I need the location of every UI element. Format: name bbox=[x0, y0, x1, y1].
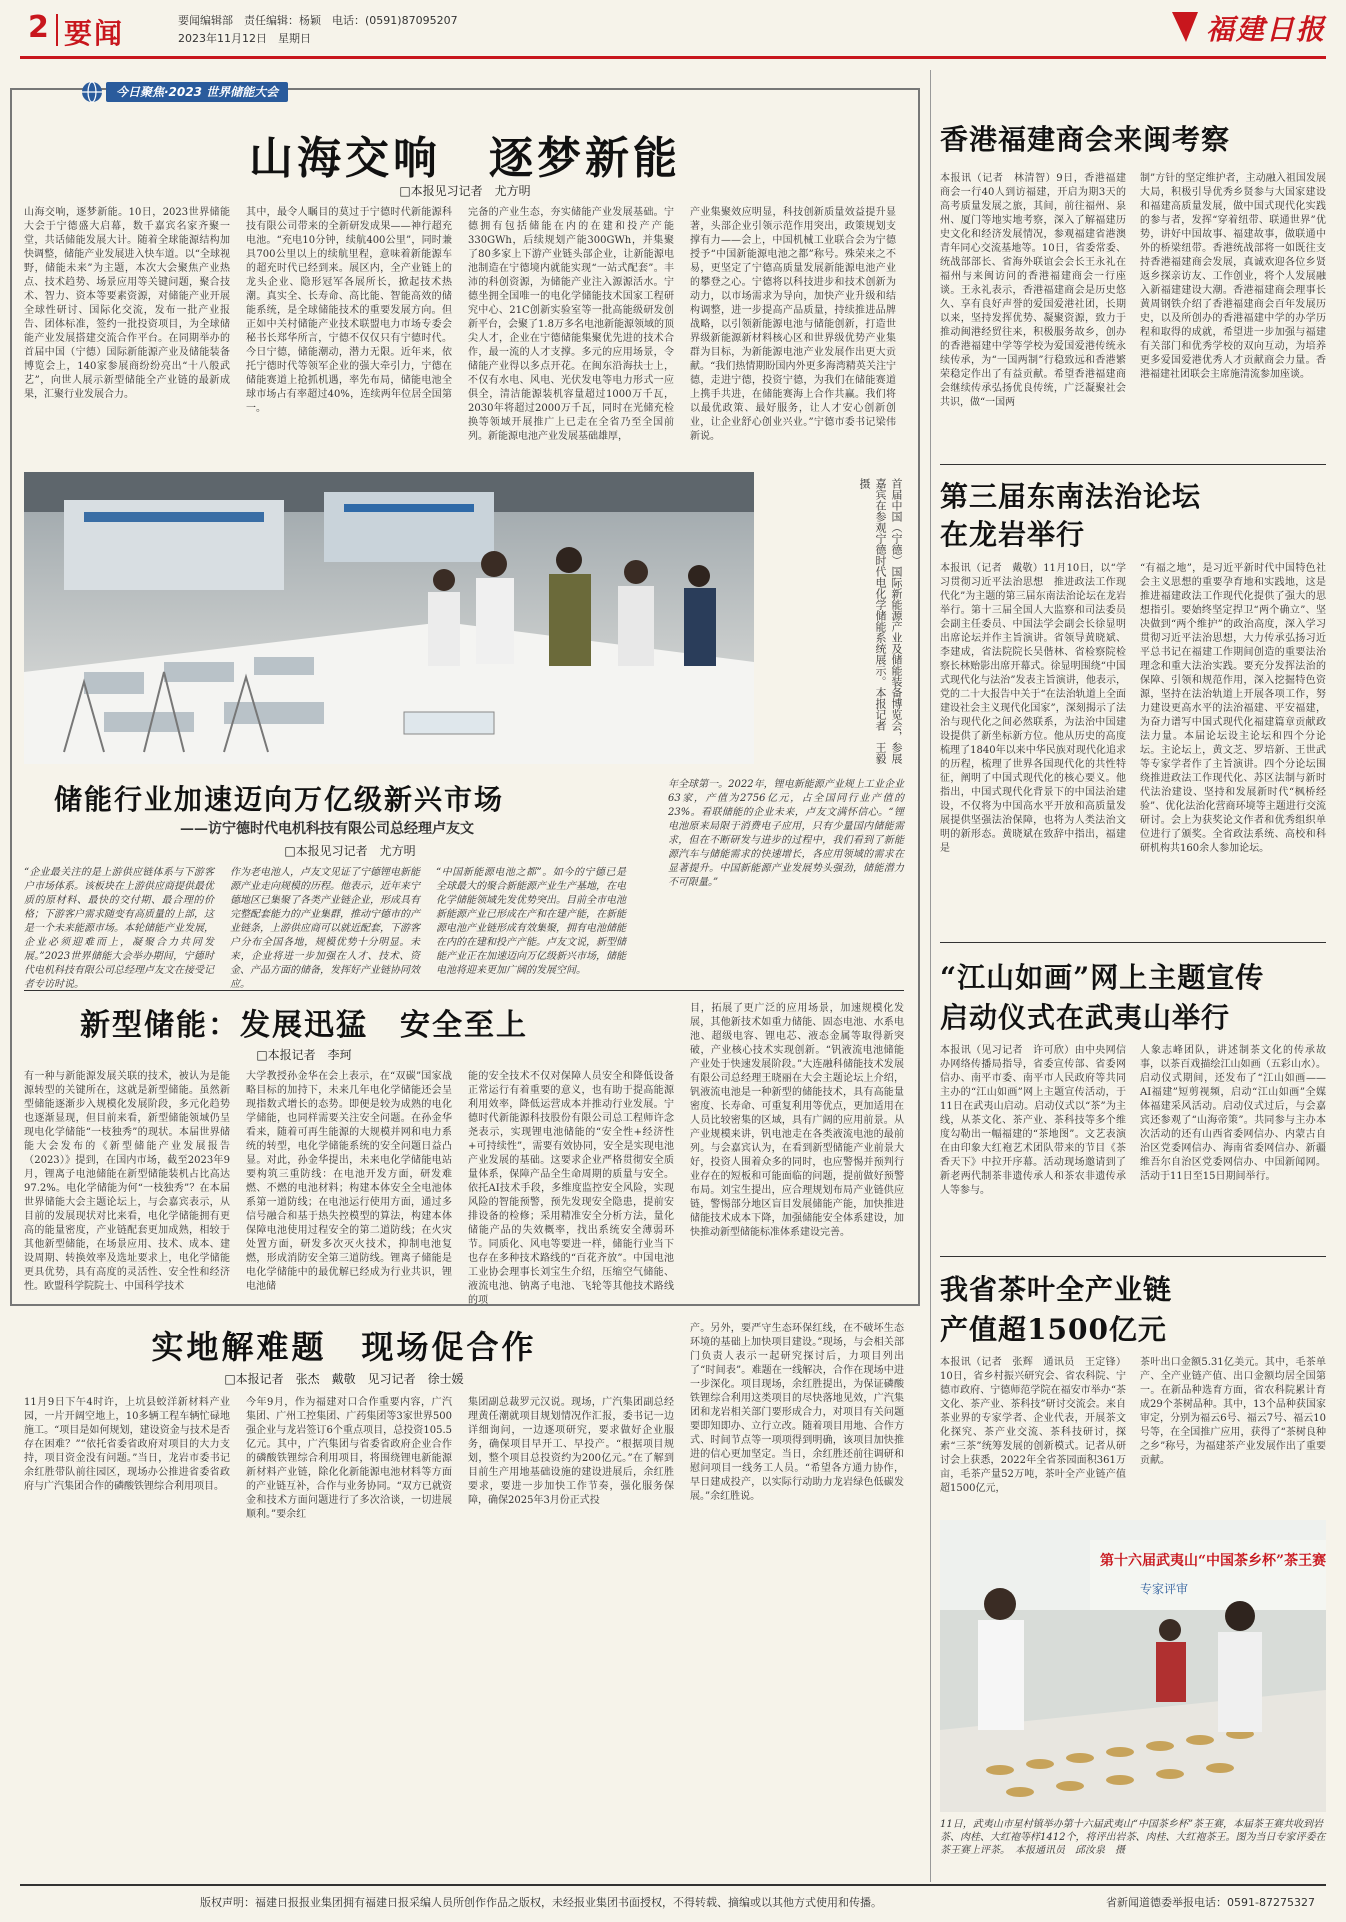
storage-col-2: 大学教授孙金华在会上表示，在“双碳”国家战略目标的加持下，未来几年电化学储能还会呈现指数式增长的态势。即便是较为成熟的电化学储能，也同样需要关注安全问题。在孙金华看来，随着可再生能源的大规模并网和电力系统的转型，电化学储能系统的安全问题日益凸显。对此，孙金华提出，未来电化学储能电站要构筑三重防线：在电池开发方面，研发难燃、不燃的电池材料；构建本体安全全电池体系第一道防线；在电池运行使用方面，通过多信号融合和基于热失控模型的算法，构建本体保障电池使用过程安全的第二道防线；在火灾处置方面，研发多次灭火技术，抑制电池复燃，形成消防安全第三道防线。锂离子储能是电化学储能中的最优解已经成为行业共识，锂电池储 bbox=[246, 1071, 452, 1292]
main-col-3: 完备的产业生态，夯实储能产业发展基础。宁德拥有包括储能在内的在建和投产产能330GWh，后续规划产能300GWh，并集聚了80多家上下游产业链头部企业，让新能源电池制造在宁德境内就能实现“一站式配套”。丰沛的科创资源，为储能产业注入源源活水。宁德坐拥全国唯一的电化学储能技术国家工程研究中心、21C创新实验室等一批高能级研发创新平台，会聚了1.8万多名电池新能源领域的顶尖人才，企业在宁德储能集聚优先进的技术合作，最一流的人才支撑。多元的应用场景，令储能产业得以多点开花。在闽东沿海扶士上，不仅有水电、风电、光伏发电等电力形式一应俱全，清洁能源装机容量超过1000万千瓦，2030年将超过2000万千瓦，同时在光储充检换等领域开展推广上已走在全省乃至全国前列。新能源电池产业发展基础雄厚， bbox=[468, 207, 674, 442]
masthead-rule bbox=[20, 56, 1326, 59]
main-byline: □本报见习记者 尤方明 bbox=[399, 184, 531, 198]
storage-col-3: 能的安全技术不仅对保障人员安全和降低设备正常运行有着重要的意义，也有助于提高能源利用效率，降低运营成本并推动行业发展。宁德时代新能源科技股份有限公司总工程师许念尧表示，实现锂电池储能的“安全性+经济性+可持续性”，需要有效协同，安全是实现电池产业发展的基础。这要求企业严格贯彻安全质量体系，保障产品全生命周期的质量与安全。依托AI技术手段，多维度监控安全风险，实现风险的智能预警，预先发现安全隐患，提前安排设备的检修；采用精准安全分析方法，量化储能产品的失效概率，找出系统安全薄弱环节。同质化、风电等要进一样，储能行业当下也存在多种技术路线的“百花齐放”。中国电池工业协会理事长刘宝生介绍，压缩空气储能、液流电池、钠离子电池、飞轮等其他技术路线的项 bbox=[468, 1071, 674, 1306]
hk-headline: 香港福建商会来闽考察 bbox=[940, 123, 1231, 156]
page-number-divider bbox=[56, 14, 58, 46]
interview-col-1: “企业最关注的是上游供应链体系与下游客户市场体系。该板块在上游供应商提供最优质的原材料、最快的交付期、最合理的价格；下游客户需求随变有高质量的上部，这是一个未来能源市场。本轮储能产业发展，企业必须迎难而上，凝聚合力共同发展。”2023世界储能大会举办期间，宁德时代电机科技有限公司总经理卢友文在接受记者专访时说。 bbox=[24, 867, 214, 990]
site-headline: 实地解难题 现场促合作 bbox=[151, 1328, 537, 1366]
site-byline: □本报记者 张杰 戴敬 见习记者 徐士媛 bbox=[224, 1372, 464, 1386]
column-divider bbox=[930, 70, 931, 1882]
interview-headline: 储能行业加速迈向万亿级新兴市场 bbox=[54, 783, 505, 816]
site-col-2: 今年9月，作为福建对口合作重要内容，广汽集团、广州工控集团、广药集团等3家世界500强企业与龙岩签订6个重点项目，总投资105.5亿元。其中，广汽集团与省委省政府企业合作的磷酸铁锂综合利用项目，将围绕锂电新能源新材料产业链，除化化新能源电池材料等方面的产业链互补，合作与业务协同。“双方已就资金和技术方面问题进行了多次洽谈，一切进展顺利。”要余红 bbox=[246, 1397, 452, 1520]
storage-col-4: 目，拓展了更广泛的应用场景，加速规模化发展，其他新技术如重力储能、固态电池、水系电池、超级电容、锂电芯、液态金属等取得新突破，产业核心技术实现创新。“钒液流电池储能产业处于快速发展阶段。”大连融科储能技术发展有限公司总经理王晓丽在大会主题论坛上介绍，钒液流电池是一种新型的储能技术，具有高能量密度、长寿命、可重复利用等优点，更加适用在人员比较密集的区域，具有广阔的应用前景。从产业规模来讲，钒电池走在各类液流电池的最前列。与会嘉宾认为，在看到新型储能产业前景大好，投资人围着众多的同时，也应警惕并预判行业存在的短板和可能面临的问题，提前做好预警布局。刘宝生提出，应合理规划布局产业链供应链，警惕部分地区盲目发展储能产能，加快推进储能技术成本下降，加强储能安全体系建设，加快推动新型储能标准体系建设完善。 bbox=[690, 1003, 904, 1238]
right-divider-2 bbox=[940, 942, 1326, 943]
tea-judging-photo bbox=[940, 1520, 1326, 1812]
tea-photo-caption: 11日，武夷山市星村镇举办第十六届武夷山“中国茶乡杯”茶王赛，本届茶王赛共收到岩茶、肉桂、大红袍等样1412个，将评出岩茶、肉桂、大红袍茶王。图为当日专家评委在茶王赛上评茶。 本报通讯员 邱汝泉 摄 bbox=[940, 1819, 1326, 1856]
ethics-hotline: 省新闻道德委举报电话：0591-87275327 bbox=[1106, 1896, 1315, 1909]
tea-col-1: 本报讯（记者 张辉 通讯员 王定锋）10日，省乡村振兴研究会、省农科院、宁德市政府、宁德师范学院在福安市举办“茶文化、茶产业、茶科技”研讨交流会。来自茶业界的专家学者、企业代表，开展茶文化探究、茶产业交流、茶科技研讨，探索“三茶”统筹发展的创新模式。记者从研讨会上获悉，2022年全省茶园面积361万亩，毛茶产量52万吨，茶叶全产业链产值超1500亿元， bbox=[940, 1357, 1126, 1494]
interview-col-4: 年全球第一。2022年，锂电新能源产业规上工业企业63家，产值为2756亿元，占全国同行业产值的23%。看联储能的企业未来，卢友文满怀信心。“锂电池原来局限于消费电子应用，只有少量国内储能需求，但在不断研发与进步的过程中，我们看到了新能源汽车与储能需求的快速增长，各应用领域的需求在显著提升。中国新能源产业发展势头强劲，储能潜力不可限量。” bbox=[668, 779, 904, 888]
wuyi-col-2: 人象志峰团队，讲述制茶文化的传承故事，以茶百戏描绘江山如画（五彩山水）。启动仪式期间，还发布了“江山如画——AI福建”短剪视频，启动“江山如画”全媒体福建采风活动。启动仪式过后，与会嘉宾还参观了“山海帝策”。共同参与主办本次活动的还有山西省委网信办、内蒙古自治区党委网信办、海南省委网信办、新疆维吾尔自治区党委网信办、中国新闻网。活动于11日至15日期间举行。 bbox=[1140, 1045, 1326, 1182]
main-headline: 山海交响 逐梦新能 bbox=[249, 133, 681, 184]
section-name: 要闻 bbox=[64, 17, 125, 50]
hk-col-1: 本报讯（记者 林清智）9日，香港福建商会一行40人到访福建，开启为期3天的高考质量发展之旅，其间，前往福州、泉州、厦门等地实地考察，深入了解福建历史文化和经济发展情况，参观福建省港澳青年同心交流基地等。10日，省委常委、统战部部长、省海外联谊会会长王永礼在福州与来闽访问的香港福建商会一行座谈。王永礼表示，香港福建商会是历史悠久、享有良好声誉的爱国爱港社团，长期以来，坚持发挥优势、凝聚资源，致力于推动闽港经贸往来，积极服务故乡，创办的香港福建中学等学校为爱国爱港传统永续传承，为“一国两制”行稳致远和香港繁荣稳定作出了有益贡献。希望香港福建商会继续传承弘扬优良传统，广泛凝聚社会共识，做“一国两 bbox=[940, 173, 1126, 408]
law-headline: 第三届东南法治论坛在龙岩举行 bbox=[940, 480, 1202, 551]
site-col-1: 11月9日下午4时许，上坑县蛟洋新材料产业园，一片开阔空地上，10多辆工程车辆忙碌地施工。“项目是如何规划，建设资金与技术是否存在困难？”“依托省委省政府对项目的大力支持，项目资金没有问题。”当日，龙岩市委书记余红胜带队前往园区，现场办公推进省委省政府与广汽集团合作的磷酸铁锂综合利用项目。 bbox=[24, 1397, 230, 1492]
main-col-4: 产业集聚效应明显，科技创新质量效益提升显著，头部企业引领示范作用突出，政策规划支撑有力——会上，中国机械工业联合会为宁德授予“中国新能源电池之都”称号。殊荣来之不易，更坚定了宁德高质量发展新能源电池产业的攀登之心。宁德将以科技进步和技术创新为动力，以市场需求为导向，加快产业升级和结构调整，进一步提高产品质量，持续推进品牌战略，以引领新能源电池与储能创新，打造世界级新能源新材料核心区和世界级优势产业集群为目标，为新能源电池产业发展作出更大贡献。“我们热情期盼国内外更多海湾精英关注宁德，走进宁德，投资宁德，为我们在储能赛道上携手共进，在储能赛海上合作共赢。我们将以最优政策、最好服务，让人才安心创新创业，让企业舒心创业兴业。”宁德市委书记梁伟新说。 bbox=[690, 207, 896, 442]
law-col-2: “有福之地”，是习近平新时代中国特色社会主义思想的重要孕育地和实践地，这是推进福建政法工作现代化提供了强大的思想指引。要始终坚定捍卫“两个确立”、坚决做到“两个维护”的政治高度，深入学习贯彻习近平法治思想，大力传承弘扬习近平总书记在福建工作期间创造的重要法治理念和重大法治实践。要充分发挥法治的保障、引领和规范作用，深入挖掘特色资源，坚持在法治轨道上开展各项工作，努力建设更高水平的法治福建、平安福建，为奋力谱写中国式现代化福建篇章贡献政法力量。本届论坛设主论坛和四个分论坛。主论坛上，黄文芝、罗培新、王世武等专家学者作了主旨演讲。四个分论坛围绕推进政法工作现代化、苏区法制与新时代法治建设、坚持和发展新时代“枫桥经验”、优化法治化营商环境等主题进行交流研讨。会上为获奖论文作者和优秀组织单位进行了颁奖。全省政法系统、高校和科研机构共160余人参加论坛。 bbox=[1140, 563, 1326, 854]
footer-rule bbox=[20, 1884, 1326, 1886]
site-col-4: 产。另外，要严守生态环保红线，在不破坏生态环境的基础上加快项目建设。”现场，与会相关部门负责人表示一起研究探讨后，力项目列出了“时间表”。难题在一线解决，合作在现场中进一步深化。项目现场，余红胜提出，为保证磷酸铁锂综合利用这类项目的尽快落地见效，广汽集团和龙岩相关部门要形成合力，对项目有关问题要即知即办、立行立改。随着项目用地、合作方式、时间节点等一项项得到明确，该项目加快推进的信心更加坚定。当日，余红胜还前往调研和慰问项目一线务工人员。“希望各方通力协作，早日建成投产，以实际行动助力龙岩绿色低碳发展。”余红胜说。 bbox=[690, 1323, 904, 1502]
editors-line: 要闻编辑部 责任编辑：杨颖 电话：(0591)87095207 bbox=[178, 14, 458, 27]
tea-headline-line1: 我省茶叶全产业链 bbox=[940, 1273, 1173, 1306]
tea-photo-banner: 第十六届武夷山“中国茶乡杯”茶王赛 bbox=[1100, 1553, 1327, 1569]
interview-byline: □本报见习记者 尤方明 bbox=[284, 844, 416, 858]
expo-photo bbox=[24, 472, 754, 764]
newspaper-logo: 福建日报 bbox=[1206, 13, 1327, 46]
masthead bbox=[0, 0, 1346, 62]
hk-col-2: 制”方针的坚定维护者，主动融入祖国发展大局，积极引导优秀乡贤参与大国家建设和福建高质量发展，做中国式现代化实践的参与者，发挥“穿着纽带、联通世界”优势，讲好中国故事、福建故事，做联通中外的桥梁纽带。香港统战部将一如既往支持香港福建商会发展，真诚欢迎各位乡贤返乡探亲访友、工作创业，将个人发展融入新福建建设大潮。香港福建商会理事长黄周钢铁介绍了香港福建商会百年发展历史，以及所创办的香港福建中学的办学历程和取得的成就，希望进一步加强与福建有关部门和优秀学校的双向互动，为培养更多爱国爱港优秀人才贡献商会力量。香港福建社团联会主席施清流参加座谈。 bbox=[1140, 173, 1326, 380]
banner-globe-icon bbox=[80, 80, 104, 104]
page-number: 2 bbox=[28, 10, 49, 45]
site-col-3: 集团副总裁罗元汉说。现场，广汽集团副总经理黄任潮就项目规划情况作汇报，委书记一边详细询问，一边逐项研究，要求做好企业服务，确保项目早开工、早投产。“根据项目规划，整个项目总投资约为200亿元。”在了解到目前生产用地基础设施的建设进展后，余红胜要求，要进一步加快工作节奏，强化服务保障，确保2025年3月份正式投 bbox=[468, 1397, 674, 1506]
storage-headline: 新型储能：发展迅猛 安全至上 bbox=[80, 1008, 528, 1043]
wuyi-col-1: 本报讯（见习记者 许可欣）由中央网信办网络传播局指导，省委宣传部、省委网信办、南平市委、南平市人民政府等共同主办的“江山如画”网上主题宣传活动，于11日在武夷山启动。启动仪式以“茶”为主线，从茶文化、茶产业、茶科技等多个维度勾勒出一幅福建的“茶地图”。文艺表演在由印象大红袍艺术团队带来的节目《茶香天下》中拉开序幕。活动现场邀请到了新老两代制茶非遗传承人和茶农非遗传承人等参与。 bbox=[940, 1045, 1126, 1196]
logo-mark-icon bbox=[1170, 8, 1200, 44]
storage-byline: □本报记者 李珂 bbox=[256, 1048, 352, 1062]
banner bbox=[80, 80, 330, 104]
copyright-notice: 版权声明：福建日报报业集团拥有福建日报采编人员所创作作品之版权，未经报业集团书面授权，不得转载、摘编或以其他方式使用和传播。 bbox=[200, 1896, 882, 1909]
law-col-1: 本报讯（记者 戴敬）11月10日，以“学习贯彻习近平法治思想 推进政法工作现代化”为主题的第三届东南法治论坛在龙岩举行。第十三届全国人大监察和司法委员会副主任委员、中国法学会副会长徐显明出席论坛并作主旨演讲。省领导黄晓斌、李建成，省法院院长吴偕林、省检察院检察长林贻影出席开幕式。徐显明围绕“中国式现代化与法治”发表主旨演讲，他表示，党的二十大报告中关于“在法治轨道上全面建设社会主义现代化国家”，深刻揭示了法治与现代化之间必然联系，为法治中国建设提供了新坐标新方位。他从历史的高度梳理了1840年以来中华民族对现代化追求的历程，梳理了世界各国现代化的共性特征，阐明了中国式现代化的核心要义。他指出，中国式现代化背景下的中国法治建设，不仅将为中国高水平开放和高质量发展提供坚强法治保障，也将为人类法治文明的新形态。黄晓斌在致辞中指出，福建是 bbox=[940, 563, 1126, 854]
right-divider-1 bbox=[940, 464, 1326, 465]
tea-photo-banner-2: 专家评审 bbox=[1140, 1582, 1189, 1596]
interview-col-2: 作为老电池人，卢友文见证了宁德锂电新能源产业走向规模的历程。他表示，近年来宁德地区已集聚了各类产业链企业，形成具有完整配套能力的产业集群，推动宁德市的产业链条，上游供应商可以就近配套，下游客户分布全国各地，规模优势十分明显。未来，企业将进一步加强在人才、技术、资金、产品方面的储备，发挥好产业链协同效应。 bbox=[230, 867, 420, 990]
main-col-2: 其中，最令人瞩目的莫过于宁德时代新能源科技有限公司带来的全新研发成果——神行超充电池。“充电10分钟，续航400公里”，同时兼具700公里以上的续航里程，意味着新能源车的超充时代已经到来。展区内，全产业链上的龙头企业、隐形冠军各展所长，掀起技术热潮。真实全、长寿命、高比能、智能高效的储能系统，是全球储能技术的重要发展方向。但正如中关村储能产业技术联盟电力市场专委会秘书长郑华所言，宁德不仅仅只有宁德时代。今日宁德，储能潮动，潜力无限。近年来，依托宁德时代等领军企业的强大牵引力，宁德在储能赛道上抢抓机遇，率先布局，储能电池全球市场占有率超过40%，连续两年位居全国第一。 bbox=[246, 207, 452, 414]
interview-col-3: “中国新能源电池之都”。如今的宁德已是全球最大的聚合新能源产业生产基地，在电化学储能领域先发优势突出。目前全市电池新能源产业已形成在产和在建产能，在新能源电池产业链形成有效集聚，拥有电池储能在内的在建和投产产能。卢友文说，新型储能产业正在加速迈向万亿级新兴市场，储能电池将迎来更加广阔的发展空间。 bbox=[436, 867, 626, 976]
tea-headline-line2: 产值超1500亿元 bbox=[940, 1313, 1167, 1346]
tea-col-2: 茶叶出口金额5.31亿美元。其中，毛茶单产、全产业链产值、出口金额均居全国第一。在新品种选育方面，省农科院累计育成29个茶树品种。其中，13个品种获国家审定，分别为福云6号、福云7号、福云10号等，在全国推广应用，获得了“茶树良种之乡”称号，为福建茶产业发展作出了重要贡献。 bbox=[1140, 1357, 1326, 1466]
main-col-1: 山海交响，逐梦新能。10日，2023世界储能大会于宁德盛大启幕，数千嘉宾名家齐聚一堂，共话储能发展大计。随着全球能源结构加快调整，储能产业发展进入快车道。以“全球视野，储能未来”为主题，本次大会聚焦产业热点、技术趋势、场景应用等关键问题，聚合技术、智力、资本等要素资源，对储能产业开展全球性研讨、国际化交流，发布一批产业报告、团体标准，签约一批投资项目，为全球储能产业发展搭建交流合作平台。在同期举办的首届中国（宁德）国际新能源产业及储能装备博览会上，140家参展商纷纷亮出“十八般武艺”，向世人展示新型储能全产业链的最新成果，汇聚行业发展合力。 bbox=[24, 207, 230, 400]
issue-date: 2023年11月12日 星期日 bbox=[178, 32, 311, 45]
wuyi-headline-line1: “江山如画”网上主题宣传 bbox=[940, 961, 1265, 994]
right-divider-3 bbox=[940, 1256, 1326, 1257]
interview-subtitle: ——访宁德时代电机科技有限公司总经理卢友文 bbox=[180, 821, 474, 837]
expo-photo-caption: 首届中国（宁德）国际新能源产业及储能装备博览会，参展嘉宾在参观宁德时代电化学储能系统展示。本报记者 王毅 摄 bbox=[858, 478, 903, 775]
wuyi-headline-line2: 启动仪式在武夷山举行 bbox=[940, 1001, 1231, 1034]
banner-label: 今日聚焦·2023 世界储能大会 bbox=[106, 82, 288, 102]
storage-col-1: 有一种与新能源发展关联的技术，被认为是能源转型的关键所在，这就是新型储能。虽然新型储能逐渐步入规模化发展阶段，多元化趋势也逐渐显现，但目前来看，新型储能领域仍呈现电化学储能“一枝独秀”的现状。本届世界储能大会发布的《新型储能产业发展报告（2023）》提到，在国内市场，截至2023年9月，锂离子电池储能在新型储能装机占比高达97.2%。电化学储能为何“一枝独秀”？在本届世界储能大会主题论坛上，与会嘉宾表示，从目前的发展现状对比来看，电化学储能拥有更高的能量密度，产业链配套更加成熟，相较于其他新型储能，在场景应用、技术、成本、建设周期、转换效率及选址要求上，电化学储能更具优势，具有高度的灵活性、安全性和经济性。欧盟科学院院士、中国科学技术 bbox=[24, 1071, 230, 1292]
feature-divider-1 bbox=[24, 990, 904, 991]
